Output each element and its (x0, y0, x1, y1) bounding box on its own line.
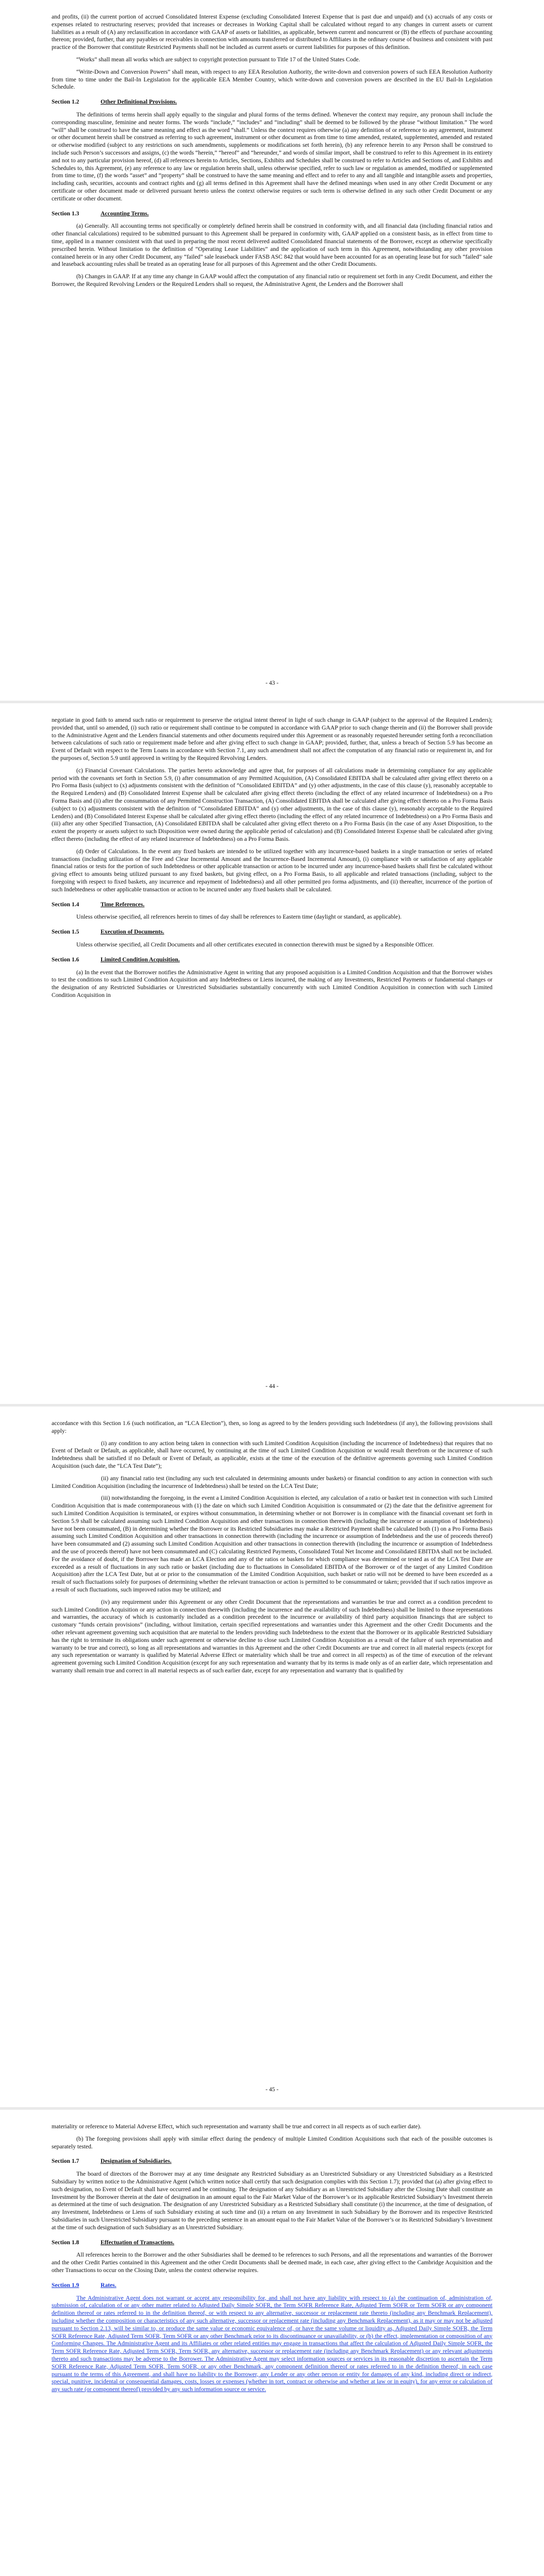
clause-iv-continuation: materiality or reference to Material Adverse Effect, which such representation and warranty shall be true and correct in all respects as of such earlier date). (52, 2123, 421, 2130)
section-title: Accounting Terms. (101, 210, 149, 217)
section-1-3-b-changes-in-gaap: (b) Changes in GAAP. If at any time any change in GAAP would affect the computation of any financial ratio or requirement set forth in any Credit Document, and either the Borrower, the Required Revolving Lenders or the Required Lenders shall so request, the Administrative Agent, the Lenders and the Borrower shall (52, 273, 492, 287)
section-1-6-a-body: (a) In the event that the Borrower notifies the Administrative Agent in writing that any proposed acquisition is a Limited Condition Acquisition and that the Borrower wishes to test the conditions to such Limited Condition Acquisition and any Indebtedness or Liens incurred, the making of any Investments, Restricted Payments or fundamental changes or the designation of any Restricted Subsidiaries or Unrestricted Subsidiaries substantially concurrently with such Limited Condition Acquisition in connection with such Limited Condition Acquisition in (52, 969, 492, 998)
section-1-9-inserted-text (52, 2295, 492, 2394)
section-1-8-body: All references herein to the Borrower and the other Subsidiaries shall be deemed to be references to such Persons, and all the representations and warranties of the Borrower and the other Credit Parties contained in this Agreement and the other Credit Documents shall be deemed made, in each case, after giving effect to the Cambridge Acquisition and the other Transactions to occur on the Closing Date, unless the context otherwise requires. (52, 2251, 492, 2274)
section-title: Other Definitional Provisions. (101, 98, 177, 106)
document-page-46 (0, 2110, 544, 2576)
section-1-2-body: The definitions of terms herein shall apply equally to the singular and plural forms of the terms defined. Whenever the context may require, any pronoun shall include the corresponding masculine, feminine and neuter forms. The words “include,” “includes” and “including” shall be deemed to be followed by the phrase “without limitation.” The word “will” shall be construed to have the same meaning and effect as the word “shall.” Unless the context requires otherwise (a) any definition of or reference to any agreement, instrument or other document herein shall be construed as referring to such agreement, instrument or other document as from time to time amended, restated, supplemented, amended and restated or otherwise modified (subject to any restrictions on such amendments, supplements or modifications set forth herein), (b) any reference herein to any Person shall be construed to include such Person’s successors and assigns, (c) the words “herein,” “hereof” and “hereunder,” and words of similar import, shall be construed to refer to this Agreement in its entirety and not to any particular provision hereof, (d) all references herein to Articles, Sections, Exhibits and Schedules shall be construed to refer to Articles and Sections of, and Exhibits and Schedules to, this Agreement, (e) any reference to any law or regulation herein shall, unless otherwise specified, refer to such law or regulation as amended, modified or supplemented from time to time, (f) the words “asset” and “property” shall be construed to have the same meaning and effect and to refer to any and all tangible and intangible assets and properties, including cash, securities, accounts and contract rights and (g) all terms defined in this Agreement shall have the defined meanings when used in any other Credit Document or any certificate or other document made or delivered pursuant hereto unless the context otherwise requires or such term is otherwise defined in any such other Credit Document or any certificate or other document. (52, 111, 492, 202)
page-number: - 44 - (265, 1383, 279, 1390)
section-1-4-heading (52, 901, 492, 909)
section-1-6-b-body: (b) The foregoing provisions shall apply with similar effect during the pendency of multiple Limited Condition Acquisitions such that each of the possible outcomes is separately tested. (52, 2135, 492, 2150)
section-1-2-heading (52, 98, 492, 106)
definition-works: “Works” shall mean all works which are subject to copyright protection pursuant to Title 17 of the United States Code. (76, 56, 360, 63)
section-number: Section 1.5 (52, 928, 79, 936)
clause-i: (i) any condition to any action being taken in connection with such Limited Condition Acquisition (including the incurrence of Indebtedness) that requires that no Event of Default or Default, as applicable, shall have occurred, by continuing at the time of such Limited Condition Acquisition or would result therefrom or the incurrence of such Indebtedness shall be satisfied if no Default or Event of Default, as applicable, exists at the time of the execution of the definitive agreements governing such Limited Condition Acquisition (such date, the “LCA Test Date”); (52, 1439, 492, 1469)
section-title: Execution of Documents. (101, 928, 164, 936)
section-1-8-heading (52, 2239, 492, 2247)
section-1-7-heading (52, 2158, 492, 2165)
section-number: Section 1.9 (52, 2281, 79, 2289)
section-title: Rates. (101, 2281, 117, 2289)
section-1-9-body: The Administrative Agent does not warrant or accept any responsibility for, and shall not have any liability with respect to (a) the continuation of, administration of, submission of, calculation of or any other matter related to Adjusted Daily Simple SOFR, the Term SOFR Reference Rate, Adjusted Term SOFR or Term SOFR or any component definition thereof or rates referred to in the definition thereof, or with respect to any alternative, successor or replacement rate thereto (including any Benchmark Replacement), including whether the composition or characteristics of any such alternative, successor or replacement rate (including any Benchmark Replacement), as it may or may not be adjusted pursuant to Section 2.13, will be similar to, or produce the same value or economic equivalence of, or have the same volume or liquidity as, Adjusted Daily Simple SOFR, the Term SOFR Reference Rate, Adjusted Term SOFR, Term SOFR or any other Benchmark prior to its discontinuance or unavailability, or (b) the effect, implementation or composition of any Conforming Changes. The Administrative Agent and its Affiliates or other related entities may engage in transactions that affect the calculation of Adjusted Daily Simple SOFR, the Term SOFR Reference Rate, Adjusted Term SOFR, Term SOFR, any alternative, successor or replacement rate (including any Benchmark Replacement) or any relevant adjustments thereto and such transactions may be adverse to the Borrower. The Administrative Agent may select information sources or services in its reasonable discretion to ascertain the Term SOFR Reference Rate, Adjusted Term SOFR, Term SOFR, or any other Benchmark, any component definition thereof or rates referred to in the definition thereof, in each case pursuant to the terms of this Agreement, and shall have no liability to the Borrower, any Lender or any other person or entity for damages of any kind, including direct or indirect, special, punitive, incidental or consequential damages, costs, losses or expenses (whether in tort, contract or otherwise and whether at law or in equity), for any error or calculation of any such rate (or component thereof) provided by any such information source or service. (52, 2294, 492, 2393)
clause-iii: (iii) notwithstanding the foregoing, in the event a Limited Condition Acquisition is elected, any calculation of a ratio or basket test in connection with such Limited Condition Acquisition that is made contemporaneous with (1) the date on which such Limited Condition Acquisition is consummated or (2) the date that the definitive agreement for such Limited Condition Acquisition is terminated, or expires without consummation, in determining whether or not Borrower is in compliance with the financial covenant set forth in Section 5.9 shall be calculated assuming such Limited Condition Acquisition and other transactions in connection therewith (including the incurrence or assumption of Indebtedness) have not been consummated, (B) in determining whether the Borrower or its Restricted Subsidiaries may make a Restricted Payment shall be calculated both (1) on a Pro Forma Basis assuming such Limited Condition Acquisition and other transactions in connection therewith (including the incurrence or assumption of Indebtedness and the use of proceeds thereof) have been consummated and (2) assuming such Limited Condition Acquisition and other transactions in connection therewith (including the incurrence or assumption of Indebtedness and the use of proceeds thereof) have not been consummated and (C) calculating Restricted Payments, Consolidated Total Net Income and Consolidated EBITDA shall not be included. For the avoidance of doubt, if the Borrower has made an LCA Election and any of the ratios or baskets for which compliance was determined or tested as of the LCA Test Date are exceeded as a result of fluctuations in any such ratio or basket (including due to fluctuations in Consolidated EBITDA of the Borrower or of the target of any Limited Condition Acquisition) after the LCA Test Date, but at or prior to the consummation of the Limited Condition Acquisition, such basket or ratio will not be deemed to have been exceeded as a result of such fluctuations solely for purposes of determining whether the relevant transaction or action is permitted to be consummated or taken; provided that if such ratios improve as a result of such fluctuations, such improved ratios may be utilized; and (52, 1495, 492, 1593)
section-1-3-heading (52, 210, 492, 218)
lca-election-continuation: accordance with this Section 1.6 (such notification, an “LCA Election”), then, so long as agreed to by the lenders providing such Indebtedness (if any), the following provisions shall apply: (52, 1420, 492, 1434)
section-number: Section 1.6 (52, 956, 79, 963)
section-1-4-body: Unless otherwise specified, all references herein to times of day shall be references to Eastern time (daylight or standard, as applicable). (76, 913, 402, 921)
section-1-7-body: The board of directors of the Borrower may at any time designate any Restricted Subsidiary as an Unrestricted Subsidiary or any Unrestricted Subsidiary as a Restricted Subsidiary by written notice to the Administrative Agent (which written notice shall certify that such designation complies with this Section 1.7); provided that (a) after giving effect to such designation, no Event of Default shall have occurred and be continuing. The designation of any Subsidiary as an Unrestricted Subsidiary after the Closing Date shall constitute an Investment by the Borrower therein at the date of designation in an amount equal to the Fair Market Value of the Borrower’s or its applicable Restricted Subsidiary’s Investment therein as determined at the time of such designation. The designation of any Unrestricted Subsidiary as a Restricted Subsidiary shall constitute (i) the incurrence, at the time of designation, of any Investment, Indebtedness or Liens of such Subsidiary existing at such time and (ii) a return on any Investment in such Subsidiary by the Borrower and its respective Restricted Subsidiaries in such Unrestricted Subsidiary pursuant to the preceding sentence in an amount equal to the Fair Market Value of the Borrower’s or its Restricted Subsidiary’s Investment at the time of such designation of such Subsidiary as an Unrestricted Subsidiary. (52, 2171, 492, 2231)
page-number: - 45 - (265, 2086, 279, 2093)
section-1-3-a-generally: (a) Generally. All accounting terms not specifically or completely defined herein shall be construed in conformity with, and all financial data (including financial ratios and other financial calculations) required to be submitted pursuant to this Agreement shall be prepared in conformity with, GAAP applied on a consistent basis, as in effect from time to time, applied in a manner consistent with that used in preparing the most recent delivered audited Consolidated financial statements of the Borrower, except as otherwise specifically prescribed herein. Without limitation to the definition of “Operating Lease Liabilities” and the application of such term in this Agreement, notwithstanding any other provision contained herein or in any other Credit Document, any “failed” sale leaseback under FASB ASC 842 that would have been accounted for as an operating lease but for such “failed” sale and leaseback accounting rules shall be treated as an operating lease for all purposes of this Agreement and the other Credit Documents. (52, 223, 492, 268)
section-1-5-heading (52, 928, 492, 936)
definition-write-down-conversion-powers: “Write-Down and Conversion Powers” shall mean, with respect to any EEA Resolution Authority, the write-down and conversion powers of such EEA Resolution Authority from time to time under the Bail-In Legislation for the applicable EEA Member Country, which write-down and conversion powers are described in the EU Bail-In Legislation Schedule. (52, 68, 492, 91)
section-number: Section 1.7 (52, 2158, 79, 2165)
document-page-45 (0, 1406, 544, 2107)
section-1-6-heading (52, 956, 492, 964)
section-title: Effectuation of Transactions. (101, 2239, 174, 2246)
page-number: - 43 - (265, 680, 279, 687)
section-1-3-c-financial-covenant: (c) Financial Covenant Calculations. The parties hereto acknowledge and agree that, for purposes of all calculations made in determining compliance for any applicable period with the covenants set forth in Section 5.9, (i) after consummation of any Permitted Acquisition, (A) Consolidated EBITDA shall be calculated after giving effect thereto on a Pro Forma Basis (subject to (x) adjustments consistent with the definition of “Consolidated EBITDA” and (y) other adjustments, in the case of this clause (y), reasonably acceptable to the Required Lenders) and (B) Consolidated Interest Expense shall be calculated after giving effect thereto (including the effect of any related incurrence of Indebtedness) on a Pro Forma Basis and (ii) after the consummation of any Permitted Construction Transaction, (A) Consolidated EBITDA shall be calculated after giving effect thereto on a Pro Forma Basis (subject to (x) adjustments consistent with the definition of “Consolidated EBITDA” and (y) other adjustments, in the case of this clause (y), reasonably acceptable to the Required Lenders) and (B) Consolidated Interest Expense shall be calculated after giving effect thereto (including the effect of any related incurrence of Indebtedness) on a Pro Forma Basis and (iii) after any other Specified Transaction, (A) Consolidated EBITDA shall be calculated after giving effect thereto on a Pro Forma Basis (in the case of any Asset Disposition, to the extent the property or assets subject to such Disposition were owned during the applicable period of calculation) and (B) Consolidated Interest Expense shall be calculated after giving effect thereto (including the effect of any related incurrence of Indebtedness) on a Pro Forma Basis. (52, 767, 492, 842)
section-title: Limited Condition Acquisition. (101, 956, 180, 963)
changes-in-gaap-continuation: negotiate in good faith to amend such ratio or requirement to preserve the original intent thereof in light of such change in GAAP (subject to the approval of the Required Lenders); provided that, until so amended, (i) such ratio or requirement shall continue to be computed in accordance with GAAP prior to such change therein and (ii) the Borrower shall provide to the Administrative Agent and the Lenders financial statements and other documents required under this Agreement or as reasonably requested hereunder setting forth a reconciliation between calculations of such ratio or requirement made before and after giving effect to such change in GAAP; provided, further, that, unless a breach of Section 5.9 has become an Event of Default with respect to the Term Loans in accordance with Section 7.1, any such amendment shall not affect the computation of any financial ratio or requirement in, and for the purposes of, Section 5.9 until approved in writing by the Required Revolving Lenders. (52, 717, 492, 761)
section-1-3-d-order-of-calculations: (d) Order of Calculations. In the event any fixed baskets are intended to be utilized together with any incurrence-based baskets in a single transaction or series of related transactions (including utilization of the Free and Clear Incremental Amount and the Incurrence-Based Incremental Amount), (i) compliance with or satisfaction of any applicable financial ratios or tests for the portion of such Indebtedness or other applicable transaction or action to be incurred under any incurrence-based baskets shall first be calculated without giving effect to amounts being utilized pursuant to any fixed baskets, but giving effect, on a Pro Forma Basis, to all applicable and related transactions (including, subject to the foregoing with respect to fixed baskets, any incurrence and repayment of Indebtedness) and all other permitted pro forma adjustments, and (ii) thereafter, incurrence of the portion of such Indebtedness or other applicable transaction or action to be incurred under any fixed baskets shall be calculated. (52, 848, 492, 893)
clause-ii: (ii) any financial ratio test (including any such test calculated in determining amounts under baskets) or financial condition to any action in connection with such Limited Condition Acquisition (including the incurrence of Indebtedness) shall be tested on the LCA Test Date; (52, 1475, 492, 1489)
document-page-44 (0, 703, 544, 1404)
section-number: Section 1.8 (52, 2239, 79, 2246)
section-number: Section 1.3 (52, 210, 79, 217)
section-title: Time References. (101, 901, 145, 908)
clause-iv: (iv) any requirement under this Agreement or any other Credit Document that the representations and warranties be true and correct as a condition precedent to such Limited Condition Acquisition or any action in connection therewith (including the incurrence and the availability of such Indebtedness) shall be limited to those representations and warranties, the accuracy of which is customarily included as a condition precedent to the incurrence or availability of third party acquisition financings that are subject to customary “funds certain provisions” (including, without limitation, certain specified representations and warranties under this Agreement and the other Credit Documents and the other relevant agreement governing such acquisition that are material to the lenders providing such Indebtedness to the extent that the Borrower or its applicable Restricted Subsidiary has the right to terminate its obligations under such agreement or otherwise decline to close such Limited Condition Acquisition as a result of the failure of such representation and warranty to be true and correct), so long as all representations and warranties in this Agreement and the other Credit Documents are true and correct in all material respects (except for any such representation or warranty is qualified by Material Adverse Effect or materiality which shall be true and correct in all respects) as of the time of execution of the relevant agreement governing such Limited Condition Acquisition (except for any such representation and warranty that by its terms is made only as of an earlier date, which representation and warranty shall remain true and correct in all material respects as of such earlier date, except for any representation and warranty that is qualified by (52, 1598, 492, 1674)
working-capital-continuation: and profits, (ii) the current portion of accrued Consolidated Interest Expense (excluding Consolidated Interest Expense that is past due and unpaid) and (x) accruals of any costs or expenses related to restructuring reserves; provided that increases or decreases in Working Capital shall be calculated without regard to any changes in current assets or current liabilities as a result of (A) any reclassification in accordance with GAAP of assets or liabilities, as applicable, between current and noncurrent or (B) the effects of purchase accounting thereon; provided, further, that any payables or receivables in connection with amounts transferred or distributed to Affiliates in the ordinary course of business and consistent with past practice of the Borrower that constitute Restricted Payments shall not be included as current assets or current liabilities for purposes of this definition. (52, 13, 492, 51)
section-number: Section 1.2 (52, 98, 79, 106)
document-page-43 (0, 0, 544, 701)
section-number: Section 1.4 (52, 901, 79, 908)
section-1-9-heading (52, 2282, 492, 2290)
section-1-5-body: Unless otherwise specified, all Credit Documents and all other certificates executed in connection therewith must be signed by a Responsible Officer. (76, 941, 434, 948)
section-title: Designation of Subsidiaries. (101, 2158, 172, 2165)
